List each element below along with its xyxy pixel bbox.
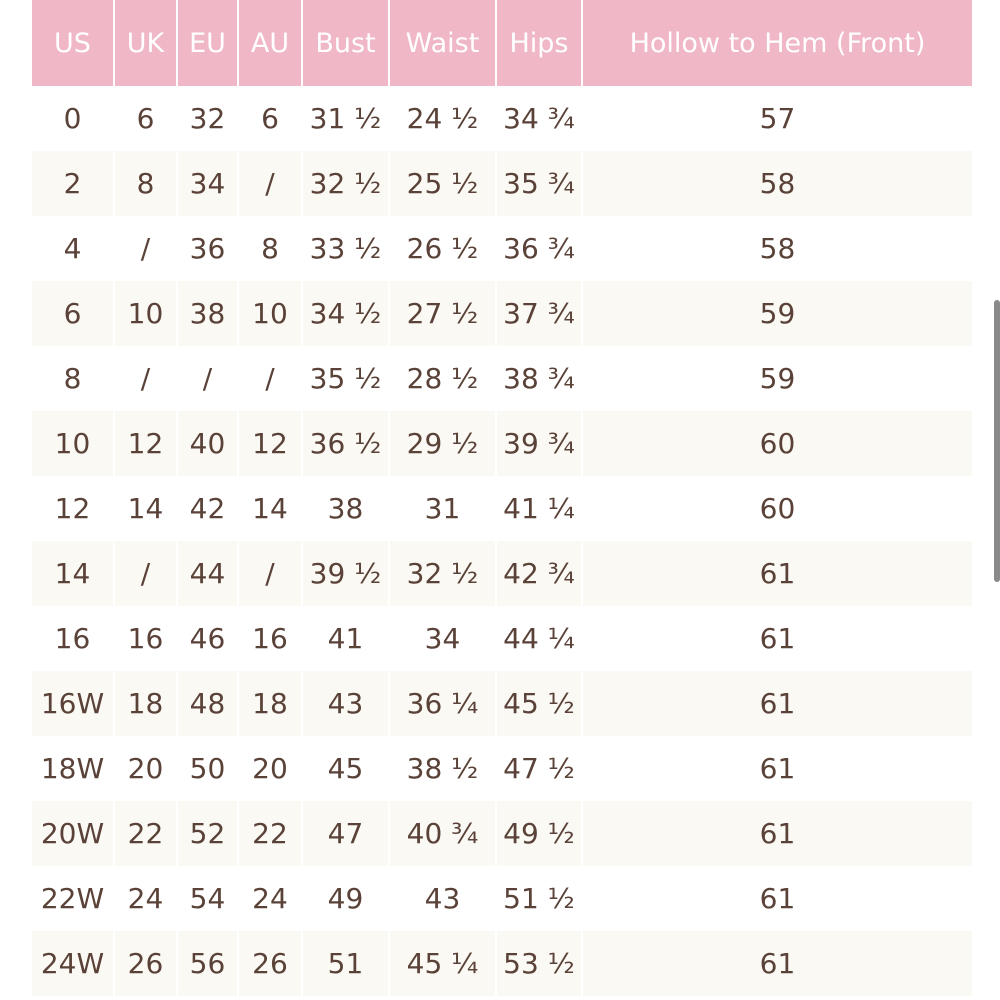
cell-au: / xyxy=(238,151,302,216)
cell-us: 2 xyxy=(32,151,114,216)
table-row xyxy=(32,346,972,411)
cell-au: 20 xyxy=(238,736,302,801)
cell-us: 22W xyxy=(32,866,114,931)
table-row xyxy=(32,281,972,346)
cell-waist: 43 xyxy=(389,866,496,931)
cell-hollow-to-hem: 60 xyxy=(582,411,972,476)
cell-au: 14 xyxy=(238,476,302,541)
table-row xyxy=(32,866,972,931)
table-row xyxy=(32,216,972,281)
header-au: AU xyxy=(238,0,302,86)
cell-bust: 38 xyxy=(302,476,389,541)
cell-bust: 43 xyxy=(302,671,389,736)
cell-uk: 24 xyxy=(114,866,177,931)
cell-hips: 49 ½ xyxy=(496,801,582,866)
cell-uk: / xyxy=(114,216,177,281)
cell-uk: 26 xyxy=(114,931,177,996)
cell-au: 6 xyxy=(238,86,302,151)
cell-eu: 42 xyxy=(177,476,238,541)
cell-hips: 37 ¾ xyxy=(496,281,582,346)
cell-hollow-to-hem: 58 xyxy=(582,151,972,216)
cell-au: 18 xyxy=(238,671,302,736)
cell-hips: 44 ¼ xyxy=(496,606,582,671)
cell-waist: 45 ¼ xyxy=(389,931,496,996)
cell-uk: / xyxy=(114,346,177,411)
table-row xyxy=(32,476,972,541)
cell-bust: 35 ½ xyxy=(302,346,389,411)
cell-us: 0 xyxy=(32,86,114,151)
cell-eu: 46 xyxy=(177,606,238,671)
cell-us: 20W xyxy=(32,801,114,866)
cell-eu: 50 xyxy=(177,736,238,801)
cell-hollow-to-hem: 59 xyxy=(759,362,796,395)
cell-hips: 47 ½ xyxy=(496,736,582,801)
scrollbar[interactable] xyxy=(994,300,1000,582)
cell-hollow-to-hem: 61 xyxy=(582,541,972,606)
cell-hollow-to-hem: 61 xyxy=(759,622,796,655)
header-us: US xyxy=(32,0,114,86)
table-row xyxy=(32,541,972,606)
cell-us: 24W xyxy=(32,931,114,996)
cell-waist: 34 xyxy=(389,606,496,671)
cell-waist: 28 ½ xyxy=(389,346,496,411)
cell-hips: 39 ¾ xyxy=(496,411,582,476)
cell-eu: 32 xyxy=(177,86,238,151)
cell-waist: 32 ½ xyxy=(389,541,496,606)
cell-us: 12 xyxy=(32,476,114,541)
cell-bust: 41 xyxy=(302,606,389,671)
cell-hollow-to-hem: 61 xyxy=(582,801,972,866)
cell-au: 12 xyxy=(238,411,302,476)
cell-au: / xyxy=(238,346,302,411)
header-row xyxy=(32,0,972,86)
cell-us: 18W xyxy=(32,736,114,801)
cell-waist: 36 ¼ xyxy=(389,671,496,736)
cell-bust: 49 xyxy=(302,866,389,931)
table-row xyxy=(32,671,972,736)
cell-hips: 42 ¾ xyxy=(496,541,582,606)
cell-hollow-to-hem: 60 xyxy=(759,492,796,525)
cell-au: 24 xyxy=(238,866,302,931)
table-row xyxy=(32,86,972,151)
cell-us: 16 xyxy=(32,606,114,671)
cell-bust: 36 ½ xyxy=(302,411,389,476)
cell-us: 4 xyxy=(32,216,114,281)
cell-eu: 38 xyxy=(177,281,238,346)
table-row xyxy=(32,411,972,476)
cell-hollow-to-hem: 58 xyxy=(759,232,796,265)
cell-hollow-to-hem: 61 xyxy=(582,931,972,996)
cell-hollow-to-hem: 61 xyxy=(759,752,796,785)
cell-waist: 40 ¾ xyxy=(389,801,496,866)
cell-eu: / xyxy=(177,346,238,411)
cell-hips: 35 ¾ xyxy=(496,151,582,216)
cell-uk: 16 xyxy=(114,606,177,671)
cell-hips: 38 ¾ xyxy=(496,346,582,411)
cell-us: 16W xyxy=(32,671,114,736)
cell-bust: 47 xyxy=(302,801,389,866)
cell-eu: 34 xyxy=(177,151,238,216)
cell-us: 14 xyxy=(32,541,114,606)
cell-us: 6 xyxy=(32,281,114,346)
cell-au: 16 xyxy=(238,606,302,671)
cell-hips: 36 ¾ xyxy=(496,216,582,281)
cell-bust: 34 ½ xyxy=(302,281,389,346)
cell-eu: 48 xyxy=(177,671,238,736)
cell-bust: 45 xyxy=(302,736,389,801)
cell-uk: 8 xyxy=(114,151,177,216)
cell-eu: 52 xyxy=(177,801,238,866)
cell-eu: 40 xyxy=(177,411,238,476)
cell-au: / xyxy=(238,541,302,606)
cell-waist: 38 ½ xyxy=(389,736,496,801)
cell-uk: 18 xyxy=(114,671,177,736)
cell-hollow-to-hem: 59 xyxy=(582,281,972,346)
header-hollow-to-hem: Hollow to Hem (Front) xyxy=(582,0,972,86)
cell-au: 22 xyxy=(238,801,302,866)
cell-bust: 39 ½ xyxy=(302,541,389,606)
cell-uk: / xyxy=(114,541,177,606)
cell-waist: 24 ½ xyxy=(389,86,496,151)
cell-eu: 56 xyxy=(177,931,238,996)
cell-au: 26 xyxy=(238,931,302,996)
cell-bust: 51 xyxy=(302,931,389,996)
cell-uk: 6 xyxy=(114,86,177,151)
cell-us: 8 xyxy=(32,346,114,411)
cell-bust: 32 ½ xyxy=(302,151,389,216)
cell-us: 10 xyxy=(32,411,114,476)
cell-hips: 34 ¾ xyxy=(496,86,582,151)
cell-hollow-to-hem: 61 xyxy=(582,671,972,736)
cell-bust: 33 ½ xyxy=(302,216,389,281)
cell-waist: 31 xyxy=(389,476,496,541)
table-row xyxy=(32,801,972,866)
header-hips: Hips xyxy=(496,0,582,86)
table-row xyxy=(32,606,972,671)
cell-uk: 14 xyxy=(114,476,177,541)
cell-eu: 54 xyxy=(177,866,238,931)
table-row xyxy=(32,151,972,216)
cell-uk: 20 xyxy=(114,736,177,801)
cell-eu: 44 xyxy=(177,541,238,606)
cell-eu: 36 xyxy=(177,216,238,281)
cell-waist: 27 ½ xyxy=(389,281,496,346)
cell-hips: 45 ½ xyxy=(496,671,582,736)
size-chart-table xyxy=(32,0,972,996)
cell-uk: 10 xyxy=(114,281,177,346)
cell-hollow-to-hem: 61 xyxy=(759,882,796,915)
header-eu: EU xyxy=(177,0,238,86)
cell-uk: 12 xyxy=(114,411,177,476)
table-row xyxy=(32,931,972,996)
cell-uk: 22 xyxy=(114,801,177,866)
cell-waist: 26 ½ xyxy=(389,216,496,281)
cell-waist: 29 ½ xyxy=(389,411,496,476)
cell-au: 8 xyxy=(238,216,302,281)
header-bust: Bust xyxy=(302,0,389,86)
header-waist: Waist xyxy=(389,0,496,86)
cell-au: 10 xyxy=(238,281,302,346)
cell-bust: 31 ½ xyxy=(302,86,389,151)
cell-hips: 53 ½ xyxy=(496,931,582,996)
table-row xyxy=(32,736,972,801)
table-body xyxy=(32,86,972,996)
cell-hips: 51 ½ xyxy=(496,866,582,931)
header-uk: UK xyxy=(114,0,177,86)
cell-hips: 41 ¼ xyxy=(496,476,582,541)
cell-hollow-to-hem: 57 xyxy=(759,102,796,135)
cell-waist: 25 ½ xyxy=(389,151,496,216)
